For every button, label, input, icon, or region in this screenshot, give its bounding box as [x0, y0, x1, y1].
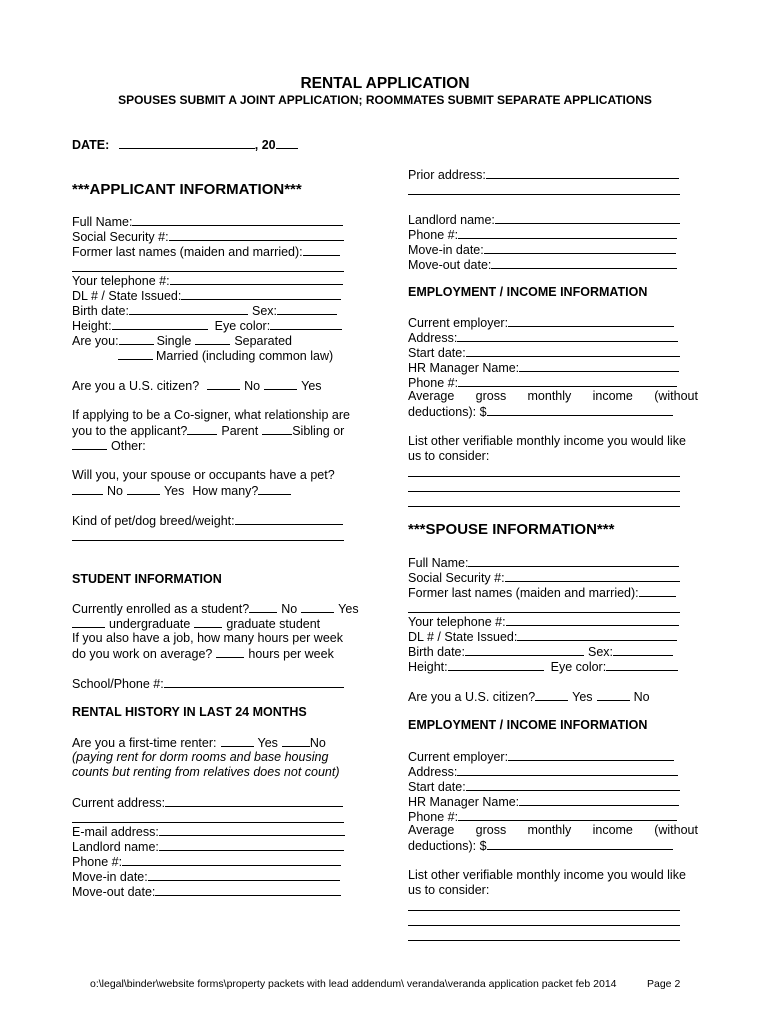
deductions-label: deductions): $: [408, 405, 487, 419]
move-in-field[interactable]: [148, 869, 340, 881]
how-many-label: How many?: [192, 484, 259, 498]
sex-label: Sex:: [251, 304, 277, 318]
enrolled-no-label: No: [281, 602, 298, 616]
applicant-birth-sex-row: [72, 303, 337, 319]
date-year-label: , 20: [254, 138, 276, 152]
pet-kind-row: [72, 513, 343, 529]
undergrad-label: undergraduate: [109, 617, 191, 631]
avg-word: income: [592, 823, 633, 837]
height-field[interactable]: [112, 318, 208, 330]
spouse-former-names-row: [408, 585, 676, 601]
other-income-field-1[interactable]: [408, 476, 680, 477]
former-names-label: Former last names (maiden and married):: [72, 245, 303, 259]
spouse-dl-label: DL # / State Issued:: [408, 630, 518, 644]
spouse-full-name-field[interactable]: [468, 555, 679, 567]
employer-phone-label: Phone #:: [408, 376, 459, 390]
other-income-field-2[interactable]: [408, 491, 680, 492]
prior-move-in-row: [408, 242, 676, 258]
prior-move-out-row: [408, 257, 677, 273]
other-field[interactable]: [72, 438, 107, 450]
current-address-label: Current address:: [72, 796, 166, 810]
sex-field[interactable]: [277, 303, 337, 315]
citizen-label: Are you a U.S. citizen?: [72, 379, 200, 393]
date-label: DATE:: [72, 138, 110, 152]
form-subtitle: SPOUSES SUBMIT A JOINT APPLICATION; ROOMMATES SUBMIT SEPARATE APPLICATIONS: [118, 93, 652, 107]
citizen-row: [72, 378, 322, 394]
employment-heading: EMPLOYMENT / INCOME INFORMATION: [408, 285, 648, 299]
spouse-citizen-row: [408, 689, 650, 705]
avg-word: monthly: [527, 823, 572, 837]
spouse-hr-label: HR Manager Name:: [408, 795, 520, 809]
spouse-eye-color-field[interactable]: [606, 659, 678, 671]
income-field[interactable]: [487, 404, 673, 416]
move-out-row: [72, 884, 341, 900]
spouse-employer-address-label: Address:: [408, 765, 458, 779]
applicant-ssn-row: [72, 229, 344, 245]
spouse-hr-field[interactable]: [519, 794, 679, 806]
eye-color-label: Eye color:: [214, 319, 271, 333]
landlord-field[interactable]: [159, 839, 344, 851]
spouse-citizen-yes-field[interactable]: [535, 689, 568, 701]
spouse-citizen-no-field[interactable]: [597, 689, 630, 701]
school-phone-field[interactable]: [164, 676, 344, 688]
dl-label: DL # / State Issued:: [72, 289, 182, 303]
full-name-field[interactable]: [132, 214, 343, 226]
spouse-employer-phone-label: Phone #:: [408, 810, 459, 824]
footer-file-path: o:\legal\binder\website forms\property packets with lead addendum\ veranda\veranda application packet feb 2014: [90, 978, 617, 990]
citizen-yes-label: Yes: [301, 379, 322, 393]
spouse-telephone-field[interactable]: [506, 614, 679, 626]
telephone-label: Your telephone #:: [72, 274, 170, 288]
enrolled-label: Currently enrolled as a student?: [72, 602, 250, 616]
applicant-height-eye-row: [72, 318, 342, 334]
prior-address-field[interactable]: [486, 167, 679, 179]
spouse-birth-date-field[interactable]: [465, 644, 584, 656]
spouse-former-names-line-2[interactable]: [408, 612, 680, 613]
renter-note-2: counts but renting from relatives does not count): [72, 765, 340, 779]
avg-word: (without: [654, 389, 698, 403]
email-row: [72, 824, 345, 840]
hours-field[interactable]: [216, 646, 244, 658]
first-time-no-field[interactable]: [282, 735, 310, 747]
enrolled-yes-label: Yes: [338, 602, 359, 616]
spouse-employer-address-field[interactable]: [457, 764, 678, 776]
eye-color-field[interactable]: [270, 318, 342, 330]
landlord-row: [72, 839, 344, 855]
prior-landlord-row: [408, 212, 680, 228]
spouse-heading: ***SPOUSE INFORMATION***: [408, 521, 615, 538]
move-in-row: [72, 869, 340, 885]
spouse-sex-field[interactable]: [613, 644, 673, 656]
ssn-label: Social Security #:: [72, 230, 169, 244]
first-time-row: [72, 735, 326, 751]
married-row: [118, 348, 333, 364]
pet-kind-line-2[interactable]: [72, 540, 344, 541]
citizen-no-label: No: [244, 379, 261, 393]
first-time-yes-label: Yes: [257, 736, 278, 750]
spouse-former-names-field[interactable]: [639, 585, 676, 597]
form-title: RENTAL APPLICATION: [300, 75, 470, 92]
marital-status-row: [72, 333, 292, 349]
are-you-label: Are you:: [72, 334, 119, 348]
pet-yes-label: Yes: [163, 484, 185, 498]
pet-answer-row: [72, 483, 291, 499]
spouse-ssn-field[interactable]: [505, 570, 680, 582]
current-address-line-2[interactable]: [72, 822, 344, 823]
enrolled-no-field[interactable]: [249, 601, 277, 613]
cosigner-text-2: you to the applicant?: [72, 424, 188, 438]
spouse-sex-label: Sex:: [587, 645, 613, 659]
date-row: [72, 137, 298, 153]
spouse-other-income-text-1: List other verifiable monthly income you would like: [408, 868, 686, 882]
move-in-label: Move-in date:: [72, 870, 148, 884]
spouse-other-income-line-1: [408, 868, 698, 883]
citizen-no-field[interactable]: [207, 378, 240, 390]
hours-label: hours per week: [248, 647, 334, 661]
student-heading: STUDENT INFORMATION: [72, 572, 222, 586]
first-time-no-label: No: [309, 736, 326, 750]
hr-field[interactable]: [519, 360, 679, 372]
spouse-start-date-field[interactable]: [466, 779, 680, 791]
spouse-employer-row: [408, 749, 674, 765]
prior-phone-field[interactable]: [458, 227, 677, 239]
deductions-row: [408, 404, 673, 420]
other-income-line-1: [408, 434, 698, 449]
prior-address-line-2[interactable]: [408, 194, 680, 195]
enrolled-yes-field[interactable]: [301, 601, 334, 613]
current-address-field[interactable]: [165, 795, 343, 807]
spouse-full-name-row: [408, 555, 679, 571]
employer-label: Current employer:: [408, 316, 509, 330]
pet-no-label: No: [107, 484, 123, 498]
spouse-employer-address-row: [408, 764, 678, 780]
spouse-income-field[interactable]: [487, 838, 673, 850]
spouse-hr-row: [408, 794, 679, 810]
start-date-field[interactable]: [466, 345, 680, 357]
school-phone-row: [72, 676, 344, 692]
cosigner-line-1: [72, 408, 364, 423]
spouse-height-field[interactable]: [448, 659, 544, 671]
spouse-telephone-row: [408, 614, 679, 630]
spouse-employer-field[interactable]: [508, 749, 674, 761]
other-label: Other:: [111, 439, 146, 453]
prior-landlord-label: Landlord name:: [408, 213, 495, 227]
parent-field[interactable]: [187, 423, 217, 435]
enrolled-row: [72, 601, 359, 617]
married-label: Married (including common law): [156, 349, 334, 363]
former-names-line-2[interactable]: [72, 271, 344, 272]
renter-note-text-1: (paying rent for dorm rooms and base housing: [72, 750, 329, 764]
job-line-2: [72, 646, 334, 662]
level-row: [72, 616, 320, 632]
employer-address-row: [408, 330, 678, 346]
grad-label: graduate student: [226, 617, 321, 631]
prior-address-row: [408, 167, 679, 183]
spouse-ssn-label: Social Security #:: [408, 571, 505, 585]
rental-history-heading: RENTAL HISTORY IN LAST 24 MONTHS: [72, 705, 307, 719]
spouse-citizen-no-label: No: [633, 690, 650, 704]
prior-phone-label: Phone #:: [408, 228, 459, 242]
job-text-2: do you work on average?: [72, 647, 213, 661]
avg-word: gross: [475, 823, 507, 837]
current-address-row: [72, 795, 343, 811]
avg-word: Average: [408, 823, 455, 837]
birth-date-label: Birth date:: [72, 304, 129, 318]
single-label: Single: [156, 334, 192, 348]
pet-question: Will you, your spouse or occupants have a pet?: [72, 468, 335, 482]
employer-address-field[interactable]: [457, 330, 678, 342]
cosigner-text-1: If applying to be a Co-signer, what relationship are: [72, 408, 350, 422]
sibling-field[interactable]: [262, 423, 292, 435]
start-date-row: [408, 345, 680, 361]
avg-word: gross: [475, 389, 507, 403]
landlord-phone-field[interactable]: [122, 854, 341, 866]
spouse-other-income-field-3[interactable]: [408, 940, 680, 941]
single-field[interactable]: [119, 333, 154, 345]
spouse-dl-row: [408, 629, 677, 645]
citizen-yes-field[interactable]: [264, 378, 297, 390]
spouse-eye-color-label: Eye color:: [550, 660, 607, 674]
spouse-height-eye-row: [408, 659, 678, 675]
school-phone-label: School/Phone #:: [72, 677, 164, 691]
spouse-full-name-label: Full Name:: [408, 556, 469, 570]
spouse-deductions-label: deductions): $: [408, 839, 487, 853]
move-out-field[interactable]: [155, 884, 341, 896]
pet-kind-field[interactable]: [235, 513, 343, 525]
employer-field[interactable]: [508, 315, 674, 327]
applicant-dl-row: [72, 288, 341, 304]
employer-address-label: Address:: [408, 331, 458, 345]
birth-date-field[interactable]: [129, 303, 248, 315]
prior-landlord-field[interactable]: [495, 212, 680, 224]
separated-field[interactable]: [195, 333, 230, 345]
applicant-full-name-row: [72, 214, 343, 230]
undergrad-field[interactable]: [72, 616, 105, 628]
prior-move-out-field[interactable]: [491, 257, 677, 269]
spouse-other-income-field-1[interactable]: [408, 910, 680, 911]
pet-no-field[interactable]: [72, 483, 103, 495]
telephone-field[interactable]: [170, 273, 343, 285]
sibling-label: Sibling or: [292, 424, 345, 438]
email-label: E-mail address:: [72, 825, 159, 839]
spouse-birth-sex-row: [408, 644, 673, 660]
spouse-start-date-row: [408, 779, 680, 795]
spouse-avg-income-row: [408, 823, 698, 838]
hr-label: HR Manager Name:: [408, 361, 520, 375]
separated-label: Separated: [234, 334, 292, 348]
applicant-heading: ***APPLICANT INFORMATION***: [72, 181, 302, 198]
avg-income-row: [408, 389, 698, 404]
other-income-text-1: List other verifiable monthly income you would like: [408, 434, 686, 448]
prior-address-label: Prior address:: [408, 168, 486, 182]
other-income-line-2: us to consider:: [408, 449, 490, 463]
how-many-field[interactable]: [258, 483, 291, 495]
prior-move-in-field[interactable]: [484, 242, 676, 254]
first-time-yes-field[interactable]: [221, 735, 254, 747]
spouse-start-date-label: Start date:: [408, 780, 466, 794]
avg-word: income: [592, 389, 633, 403]
avg-word: monthly: [527, 389, 572, 403]
parent-label: Parent: [221, 424, 259, 438]
spouse-dl-field[interactable]: [517, 629, 677, 641]
spouse-ssn-row: [408, 570, 680, 586]
spouse-birth-date-label: Birth date:: [408, 645, 465, 659]
prior-move-out-label: Move-out date:: [408, 258, 492, 272]
prior-phone-row: [408, 227, 677, 243]
spouse-other-income-field-2[interactable]: [408, 925, 680, 926]
job-text-1: If you also have a job, how many hours per week: [72, 631, 343, 645]
applicant-telephone-row: [72, 273, 343, 289]
move-out-label: Move-out date:: [72, 885, 156, 899]
spouse-employment-heading: EMPLOYMENT / INCOME INFORMATION: [408, 718, 648, 732]
cosigner-line-2: [72, 423, 344, 439]
grad-field[interactable]: [194, 616, 222, 628]
spouse-citizen-yes-label: Yes: [572, 690, 593, 704]
landlord-phone-label: Phone #:: [72, 855, 123, 869]
landlord-phone-row: [72, 854, 341, 870]
spouse-former-names-label: Former last names (maiden and married):: [408, 586, 639, 600]
spouse-citizen-label: Are you a U.S. citizen?: [408, 690, 536, 704]
dl-field[interactable]: [181, 288, 341, 300]
job-line-1: [72, 631, 364, 646]
footer-page-number: Page 2: [647, 978, 681, 990]
employer-row: [408, 315, 674, 331]
hr-row: [408, 360, 679, 376]
pet-yes-field[interactable]: [127, 483, 160, 495]
year-field[interactable]: [276, 137, 298, 149]
email-field[interactable]: [159, 824, 345, 836]
spouse-employer-phone-field[interactable]: [458, 809, 677, 821]
date-field[interactable]: [119, 137, 255, 149]
spouse-telephone-label: Your telephone #:: [408, 615, 506, 629]
height-label: Height:: [72, 319, 112, 333]
spouse-height-label: Height:: [408, 660, 448, 674]
applicant-former-names-row: [72, 244, 340, 260]
employer-phone-field[interactable]: [458, 375, 677, 387]
spouse-other-income-line-2: us to consider:: [408, 883, 490, 897]
prior-move-in-label: Move-in date:: [408, 243, 484, 257]
former-names-field[interactable]: [303, 244, 340, 256]
avg-word: Average: [408, 389, 455, 403]
ssn-field[interactable]: [169, 229, 344, 241]
cosigner-other-row: [72, 438, 146, 454]
other-income-field-3[interactable]: [408, 506, 680, 507]
start-date-label: Start date:: [408, 346, 466, 360]
married-field[interactable]: [118, 348, 153, 360]
full-name-label: Full Name:: [72, 215, 133, 229]
spouse-deductions-row: [408, 838, 673, 854]
renter-note-1: [72, 750, 364, 765]
landlord-label: Landlord name:: [72, 840, 159, 854]
avg-word: (without: [654, 823, 698, 837]
spouse-employer-label: Current employer:: [408, 750, 509, 764]
first-time-label: Are you a first-time renter:: [72, 736, 217, 750]
pet-kind-label: Kind of pet/dog breed/weight:: [72, 514, 235, 528]
